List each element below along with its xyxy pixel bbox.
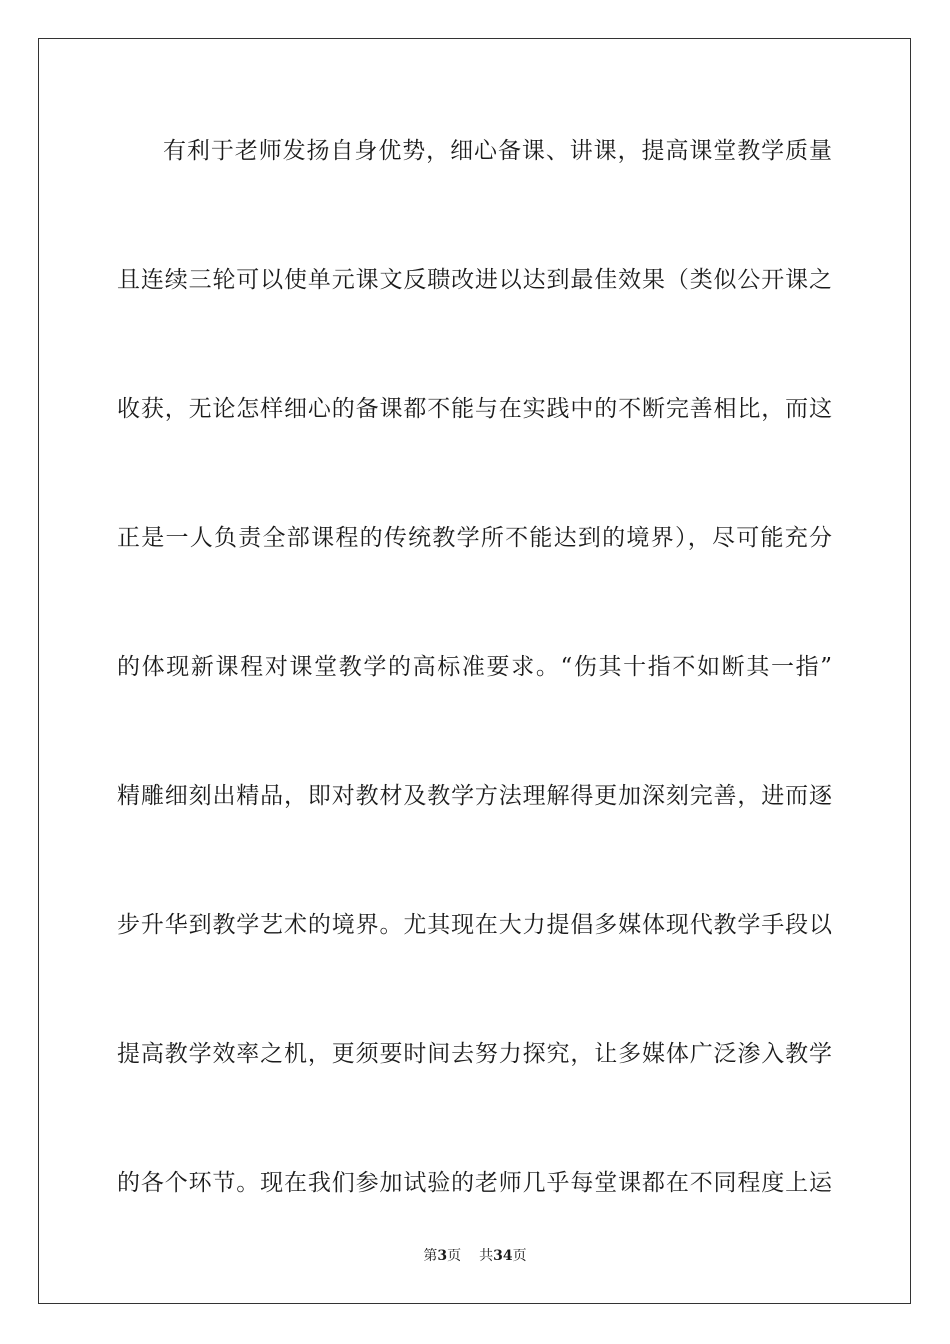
total-prefix: 共 — [479, 1248, 494, 1264]
page-prefix: 第 — [423, 1248, 438, 1264]
text-line: 有利于老师发扬自身优势，细心备课、讲课，提高课堂教学质量 — [163, 138, 832, 164]
text-line: 提高教学效率之机，更须要时间去努力探究，让多媒体广泛渗入教学 — [117, 1041, 832, 1067]
text-line: 正是一人负责全部课程的传统教学所不能达到的境界），尽可能充分 — [117, 525, 832, 551]
text-line: 且连续三轮可以使单元课文反聩改进以达到最佳效果（类似公开课之 — [117, 267, 832, 293]
page-current: 3 — [437, 1248, 448, 1264]
text-line: 的体现新课程对课堂教学的高标准要求。“伤其十指不如断其一指” — [117, 654, 832, 680]
page-footer — [0, 1246, 950, 1266]
page-total: 34 — [493, 1248, 513, 1264]
text-line: 精雕细刻出精品，即对教材及教学方法理解得更加深刻完善，进而逐 — [117, 783, 832, 809]
page-suffix: 页 — [447, 1248, 462, 1264]
body-text — [117, 127, 832, 1288]
text-line: 的各个环节。现在我们参加试验的老师几乎每堂课都在不同程度上运 — [117, 1170, 832, 1196]
text-line: 步升华到教学艺术的境界。尤其现在大力提倡多媒体现代教学手段以 — [117, 912, 832, 938]
total-suffix: 页 — [512, 1248, 527, 1264]
text-line: 收获，无论怎样细心的备课都不能与在实践中的不断完善相比，而这 — [117, 396, 832, 422]
